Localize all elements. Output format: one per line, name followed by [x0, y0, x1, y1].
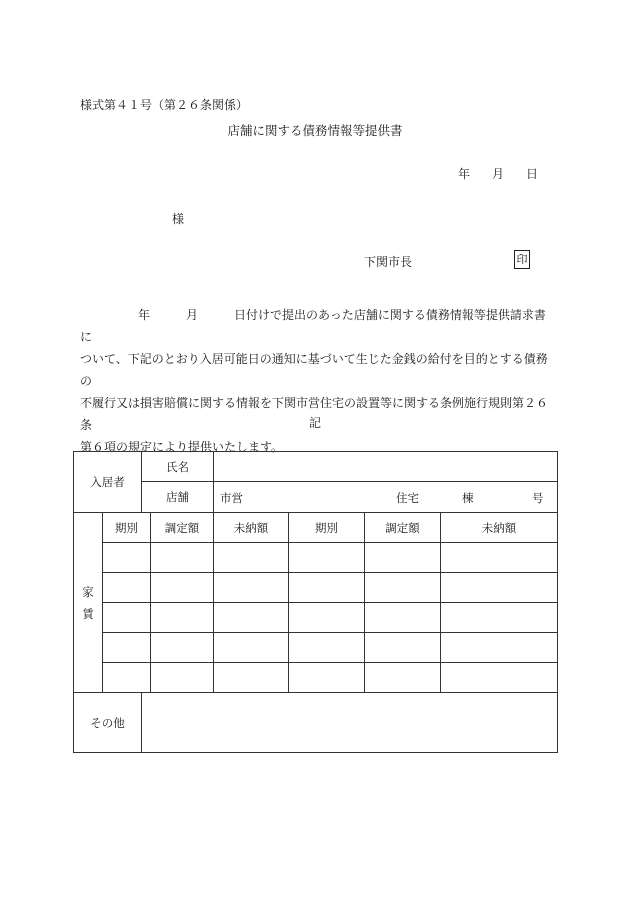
rent-cell[interactable]	[103, 603, 151, 633]
rent-cell[interactable]	[289, 663, 365, 693]
rent-cell[interactable]	[103, 633, 151, 663]
shop-label: 店舗	[142, 482, 214, 513]
rent-cell[interactable]	[365, 603, 441, 633]
rent-cell[interactable]	[289, 603, 365, 633]
rent-cell[interactable]	[151, 573, 214, 603]
rent-cell[interactable]	[441, 543, 558, 573]
rent-label	[74, 513, 103, 693]
body-month: 月	[186, 308, 199, 322]
rent-cell[interactable]	[289, 633, 365, 663]
rent-cell[interactable]	[441, 633, 558, 663]
rent-cell[interactable]	[214, 543, 289, 573]
other-label: その他	[74, 693, 142, 753]
date-line	[458, 165, 538, 182]
body-line1: 日付けで提出のあった店舗に関する債務情報等提供請求書に	[80, 308, 546, 344]
rent-header: 期別	[103, 513, 151, 543]
rent-header: 未納額	[214, 513, 289, 543]
rent-header: 未納額	[441, 513, 558, 543]
seal-mark: 印	[514, 250, 530, 269]
rent-cell[interactable]	[441, 663, 558, 693]
body-paragraph	[80, 304, 556, 458]
addr-number: 号	[532, 491, 544, 505]
date-day: 日	[526, 167, 539, 181]
rent-cell[interactable]	[103, 573, 151, 603]
rent-cell[interactable]	[365, 663, 441, 693]
rent-header: 期別	[289, 513, 365, 543]
body-line2: ついて、下記のとおり入居可能日の通知に基づいて生じた金銭の給付を目的とする債務の	[80, 352, 548, 388]
document-title: 店舗に関する債務情報等提供書	[227, 123, 403, 138]
ki-heading: 記	[308, 416, 321, 430]
rent-cell[interactable]	[151, 663, 214, 693]
rent-cell[interactable]	[214, 633, 289, 663]
form-number: 様式第４１号（第２６条関係）	[80, 98, 249, 112]
tenant-label: 入居者	[74, 452, 142, 513]
body-line3: 不履行又は損害賠償に関する情報を下関市営住宅の設置等に関する条例施行規則第２６条	[80, 396, 549, 432]
issuer-name: 下関市長	[364, 255, 413, 269]
name-field[interactable]	[214, 452, 558, 482]
rent-cell[interactable]	[214, 573, 289, 603]
rent-cell[interactable]	[289, 543, 365, 573]
rent-cell[interactable]	[365, 633, 441, 663]
rent-cell[interactable]	[214, 663, 289, 693]
name-label: 氏名	[142, 452, 214, 482]
rent-cell[interactable]	[289, 573, 365, 603]
rent-cell[interactable]	[441, 573, 558, 603]
addr-city: 市営	[220, 491, 243, 505]
date-month: 月	[492, 167, 505, 181]
rent-cell[interactable]	[214, 603, 289, 633]
other-field[interactable]	[142, 693, 558, 753]
addr-building: 棟	[462, 491, 474, 505]
rent-cell[interactable]	[365, 573, 441, 603]
rent-label-2: 賃	[82, 606, 94, 621]
rent-cell[interactable]	[151, 543, 214, 573]
body-year: 年	[138, 308, 151, 322]
date-year: 年	[458, 167, 471, 181]
shop-address-field[interactable]	[214, 482, 558, 513]
addressee-suffix: 様	[172, 212, 185, 226]
rent-header: 調定額	[365, 513, 441, 543]
addr-housing: 住宅	[396, 491, 419, 505]
body-line4: 第６項の規定により提供いたします。	[80, 440, 284, 454]
rent-cell[interactable]	[103, 663, 151, 693]
rent-cell[interactable]	[365, 543, 441, 573]
rent-header: 調定額	[151, 513, 214, 543]
info-table	[73, 451, 558, 753]
rent-label-1: 家	[82, 584, 94, 599]
rent-cell[interactable]	[103, 543, 151, 573]
rent-cell[interactable]	[441, 603, 558, 633]
rent-cell[interactable]	[151, 603, 214, 633]
rent-cell[interactable]	[151, 633, 214, 663]
